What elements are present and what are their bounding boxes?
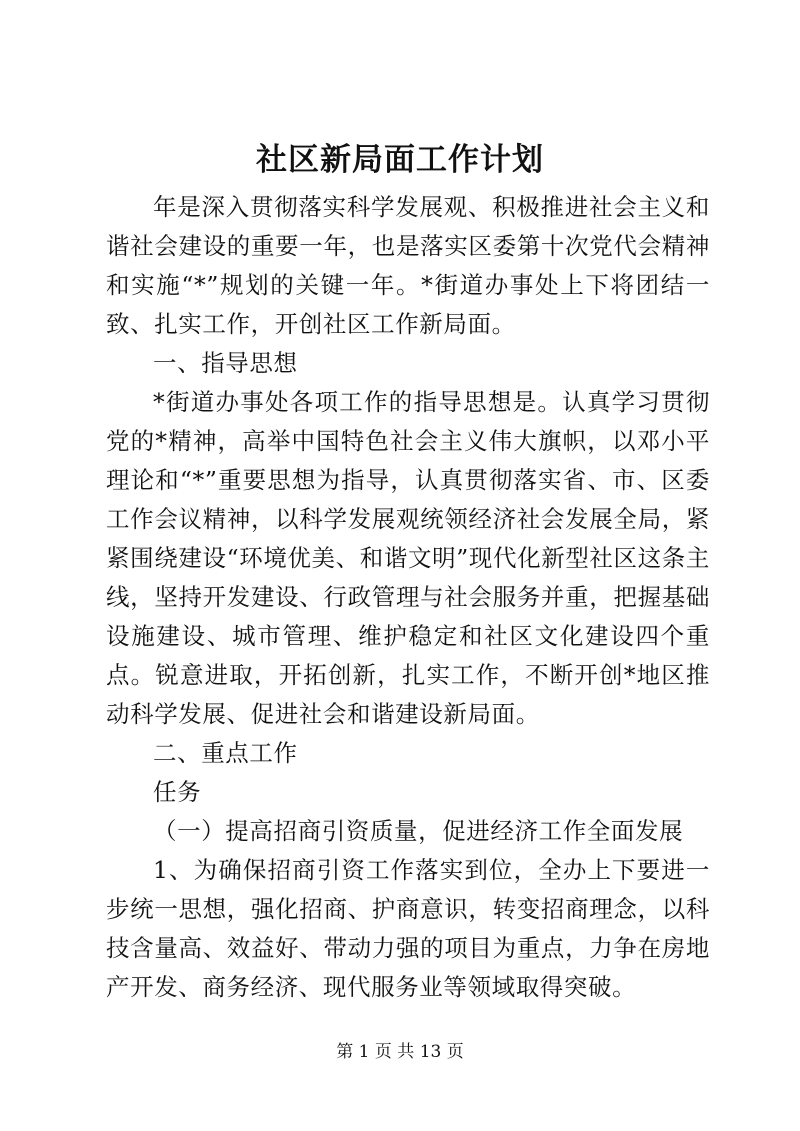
paragraph-item-1: 1、为确保招商引资工作落实到位，全办上下要进一步统一思想，强化招商、护商意识，转变招商理念，以科技含量高、效益好、带动力强的项目为重点，力争在房地产开发、商务经济、现代服务业等领域取得突破。 <box>106 856 710 1001</box>
document-body <box>106 188 710 1007</box>
section-heading-guiding-ideology: 一、指导思想 <box>153 349 298 377</box>
subheading-tasks: 任务 <box>153 778 202 806</box>
page-number-footer: 第 1 页 共 13 页 <box>336 1042 464 1062</box>
paragraph-guiding-ideology: *街道办事处各项工作的指导思想是。认真学习贯彻党的*精神，高举中国特色社会主义伟大旗帜，以邓小平理论和“*”重要思想为指导，认真贯彻落实省、市、区委工作会议精神，以科学发展观统领经济社会发展全局，紧紧围绕建设“环境优美、和谐文明”现代化新型社区这条主线，坚持开发建设、行政管理与社会服务并重，把握基础设施建设、城市管理、维护稳定和社区文化建设四个重点。锐意进取，开拓创新，扎实工作，不断开创*地区推动科学发展、促进社会和谐建设新局面。 <box>106 388 710 728</box>
document-title: 社区新局面工作计划 <box>256 142 544 178</box>
section-heading-key-work: 二、重点工作 <box>153 739 298 767</box>
paragraph-intro: 年是深入贯彻落实科学发展观、积极推进社会主义和谐社会建设的重要一年，也是落实区委第十次党代会精神和实施“*”规划的关键一年。*街道办事处上下将团结一致、扎实工作，开创社区工作新局面。 <box>106 193 710 338</box>
subheading-investment: （一）提高招商引资质量，促进经济工作全面发展 <box>153 817 684 845</box>
